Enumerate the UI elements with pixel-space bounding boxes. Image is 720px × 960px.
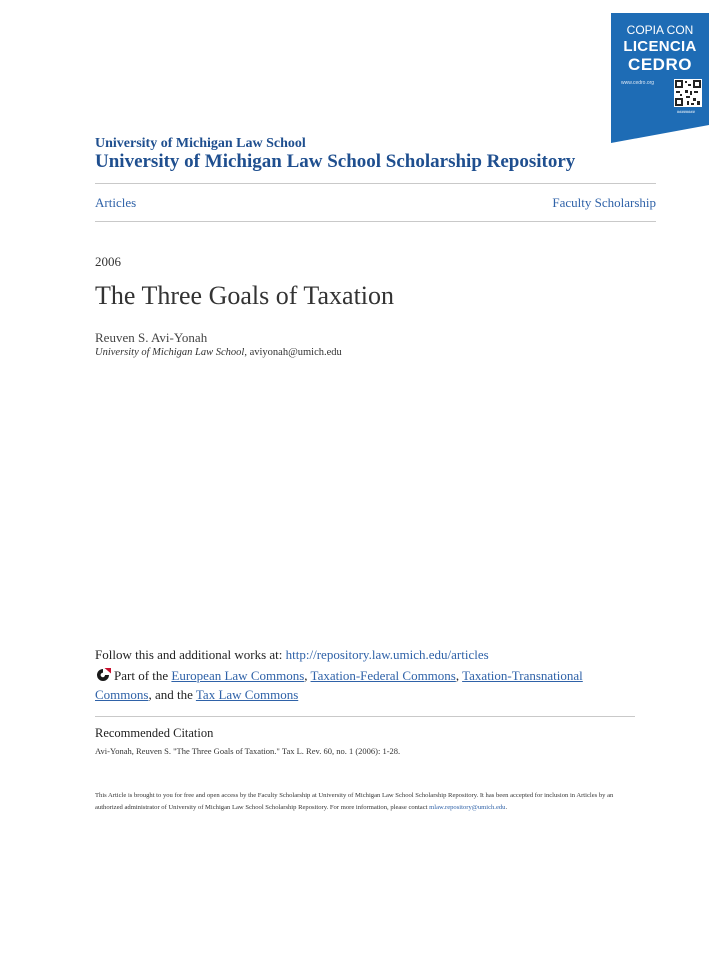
author-name: Reuven S. Avi-Yonah — [95, 330, 208, 345]
articles-link[interactable]: Articles — [95, 195, 137, 210]
taxation-transnational-commons-link[interactable]: Taxation-Transnational Commons — [95, 668, 583, 702]
publication-year: 2006 — [95, 254, 121, 269]
notice-end: . — [505, 803, 508, 811]
divider — [95, 716, 635, 717]
taxation-federal-commons-link[interactable]: Taxation-Federal Commons — [310, 668, 456, 683]
notice-text: This Article is brought to you for free and open access by the Faculty Scholarship at University of Michigan Law School Scholarship Repository. It has been accepted for inclusion in Articles by an authorized administrator of University of Michigan Law School Scholarship Repository. For more information, please contact — [95, 792, 614, 811]
badge-code: ######## — [677, 109, 695, 114]
access-notice — [95, 790, 625, 813]
recommended-citation-heading: Recommended Citation — [95, 726, 214, 740]
institution-name[interactable]: University of Michigan Law School — [95, 136, 306, 151]
separator: , — [455, 668, 463, 683]
divider — [95, 221, 656, 222]
badge-url: www.cedro.org — [621, 80, 655, 86]
separator: , and the — [148, 687, 196, 702]
repository-name[interactable]: University of Michigan Law School Scholarship Repository — [95, 151, 576, 172]
article-title: The Three Goals of Taxation — [95, 281, 395, 310]
author-affiliation — [95, 347, 342, 358]
badge-line-2: LICENCIA — [623, 38, 697, 55]
citation-text: Avi-Yonah, Reuven S. "The Three Goals of Taxation." Tax L. Rev. 60, no. 1 (2006): 1-28. — [95, 746, 401, 756]
contact-email-link[interactable]: mlaw.repository@umich.edu — [429, 803, 506, 811]
network-logo-icon — [95, 667, 112, 683]
qr-code-icon — [674, 79, 702, 107]
divider — [95, 183, 656, 184]
affiliation-institution: University of Michigan Law School — [95, 347, 245, 358]
follow-prefix: Follow this and additional works at: — [95, 647, 286, 662]
cedro-license-badge — [611, 13, 709, 143]
faculty-scholarship-link[interactable]: Faculty Scholarship — [552, 195, 656, 210]
author-email: , aviyonah@umich.edu — [244, 347, 342, 358]
repository-articles-link[interactable]: http://repository.law.umich.edu/articles — [285, 647, 489, 662]
follow-line — [95, 647, 489, 663]
part-of-line — [95, 666, 615, 704]
part-of-prefix: Part of the — [114, 668, 172, 683]
badge-line-3: CEDRO — [628, 55, 692, 74]
european-law-commons-link[interactable]: European Law Commons — [171, 668, 305, 683]
tax-law-commons-link[interactable]: Tax Law Commons — [195, 687, 299, 702]
separator: , — [304, 668, 311, 683]
badge-line-1: COPIA CON — [626, 23, 694, 37]
